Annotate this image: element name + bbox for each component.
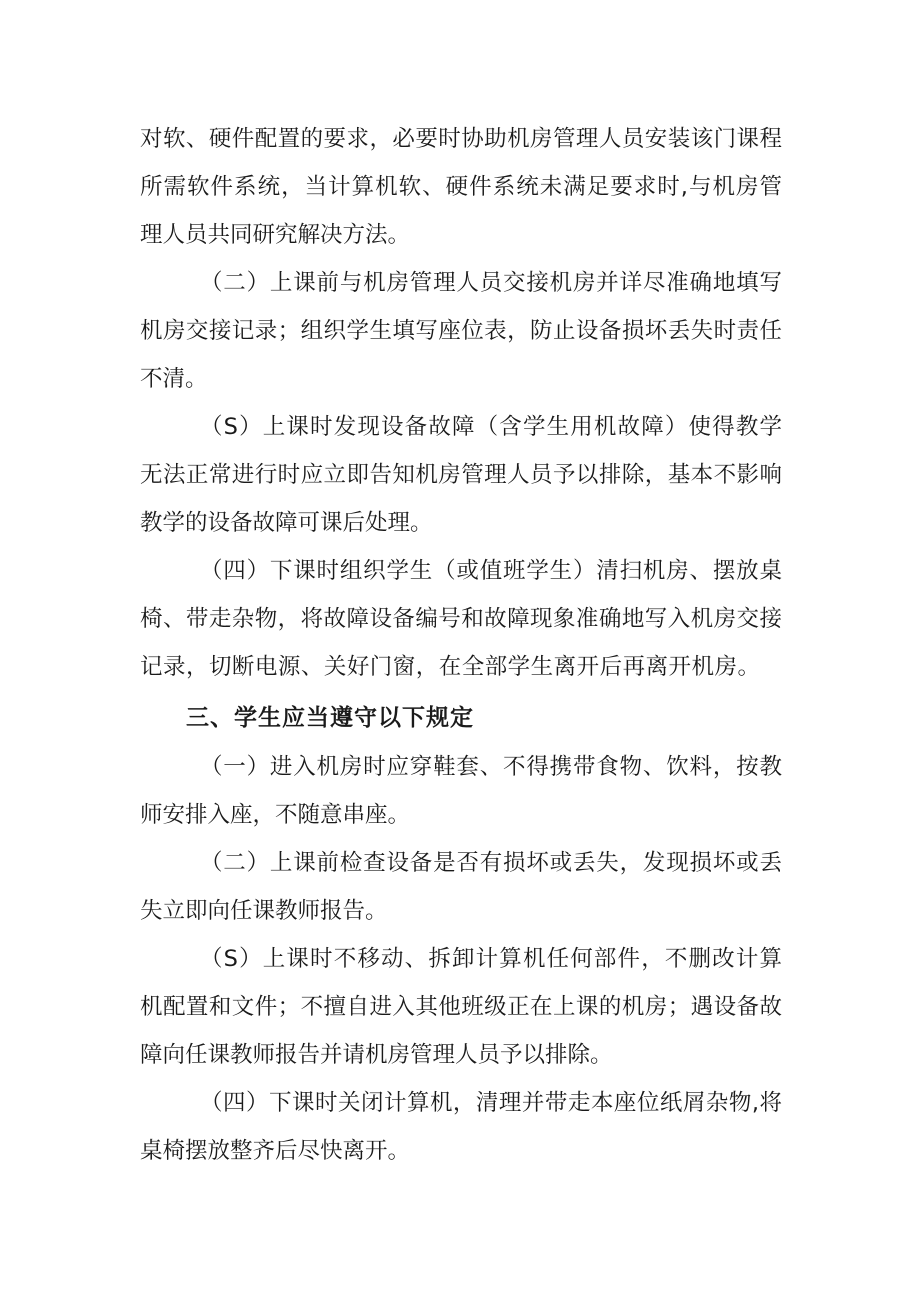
paragraph-line: （S）上课时不移动、拆卸计算机任何部件，不删改计算 (200, 946, 782, 972)
paragraph-line: 无法正常进行时应立即告知机房管理人员予以排除，基本不影响 (140, 462, 782, 488)
paragraph-line: 失立即向任课教师报告。 (140, 898, 388, 924)
paragraph-line: 障向任课教师报告并请机房管理人员予以排除。 (140, 1042, 613, 1068)
paragraph-line: 教学的设备故障可课后处理。 (140, 510, 433, 536)
paragraph-line: （二）上课前与机房管理人员交接机房并详尽准确地填写 (200, 270, 782, 296)
paragraph-line: 不清。 (140, 366, 208, 392)
paragraph-line: 机配置和文件；不擅自进入其他班级正在上课的机房；遇设备故 (140, 994, 782, 1020)
paragraph-line: （一）进入机房时应穿鞋套、不得携带食物、饮料，按教 (200, 754, 782, 780)
paragraph-line: 理人员共同研究解决方法。 (140, 222, 411, 248)
paragraph-line: 所需软件系统，当计算机软、硬件系统未满足要求时,与机房管 (140, 174, 782, 200)
paragraph-line: 机房交接记录；组织学生填写座位表，防止设备损坏丢失时责任 (140, 318, 782, 344)
paragraph-line: （S）上课时发现设备故障（含学生用机故障）使得教学 (200, 414, 782, 440)
paragraph-line: 椅、带走杂物，将故障设备编号和故障现象准确地写入机房交接 (140, 606, 782, 632)
paragraph-line: （二）上课前检查设备是否有损坏或丢失，发现损坏或丢 (200, 850, 782, 876)
paragraph-line: 师安排入座，不随意串座。 (140, 802, 411, 828)
paragraph-line: 桌椅摆放整齐后尽快离开。 (140, 1138, 411, 1164)
paragraph-line: （四）下课时关闭计算机，清理并带走本座位纸屑杂物,将 (200, 1090, 782, 1116)
paragraph-line: 记录，切断电源、关好门窗，在全部学生离开后再离开机房。 (140, 654, 760, 680)
paragraph-line: 对软、硬件配置的要求，必要时协助机房管理人员安装该门课程 (140, 126, 782, 152)
paragraph-line: （四）下课时组织学生（或值班学生）清扫机房、摆放桌 (200, 558, 782, 584)
section-heading: 三、学生应当遵守以下规定 (186, 705, 474, 731)
